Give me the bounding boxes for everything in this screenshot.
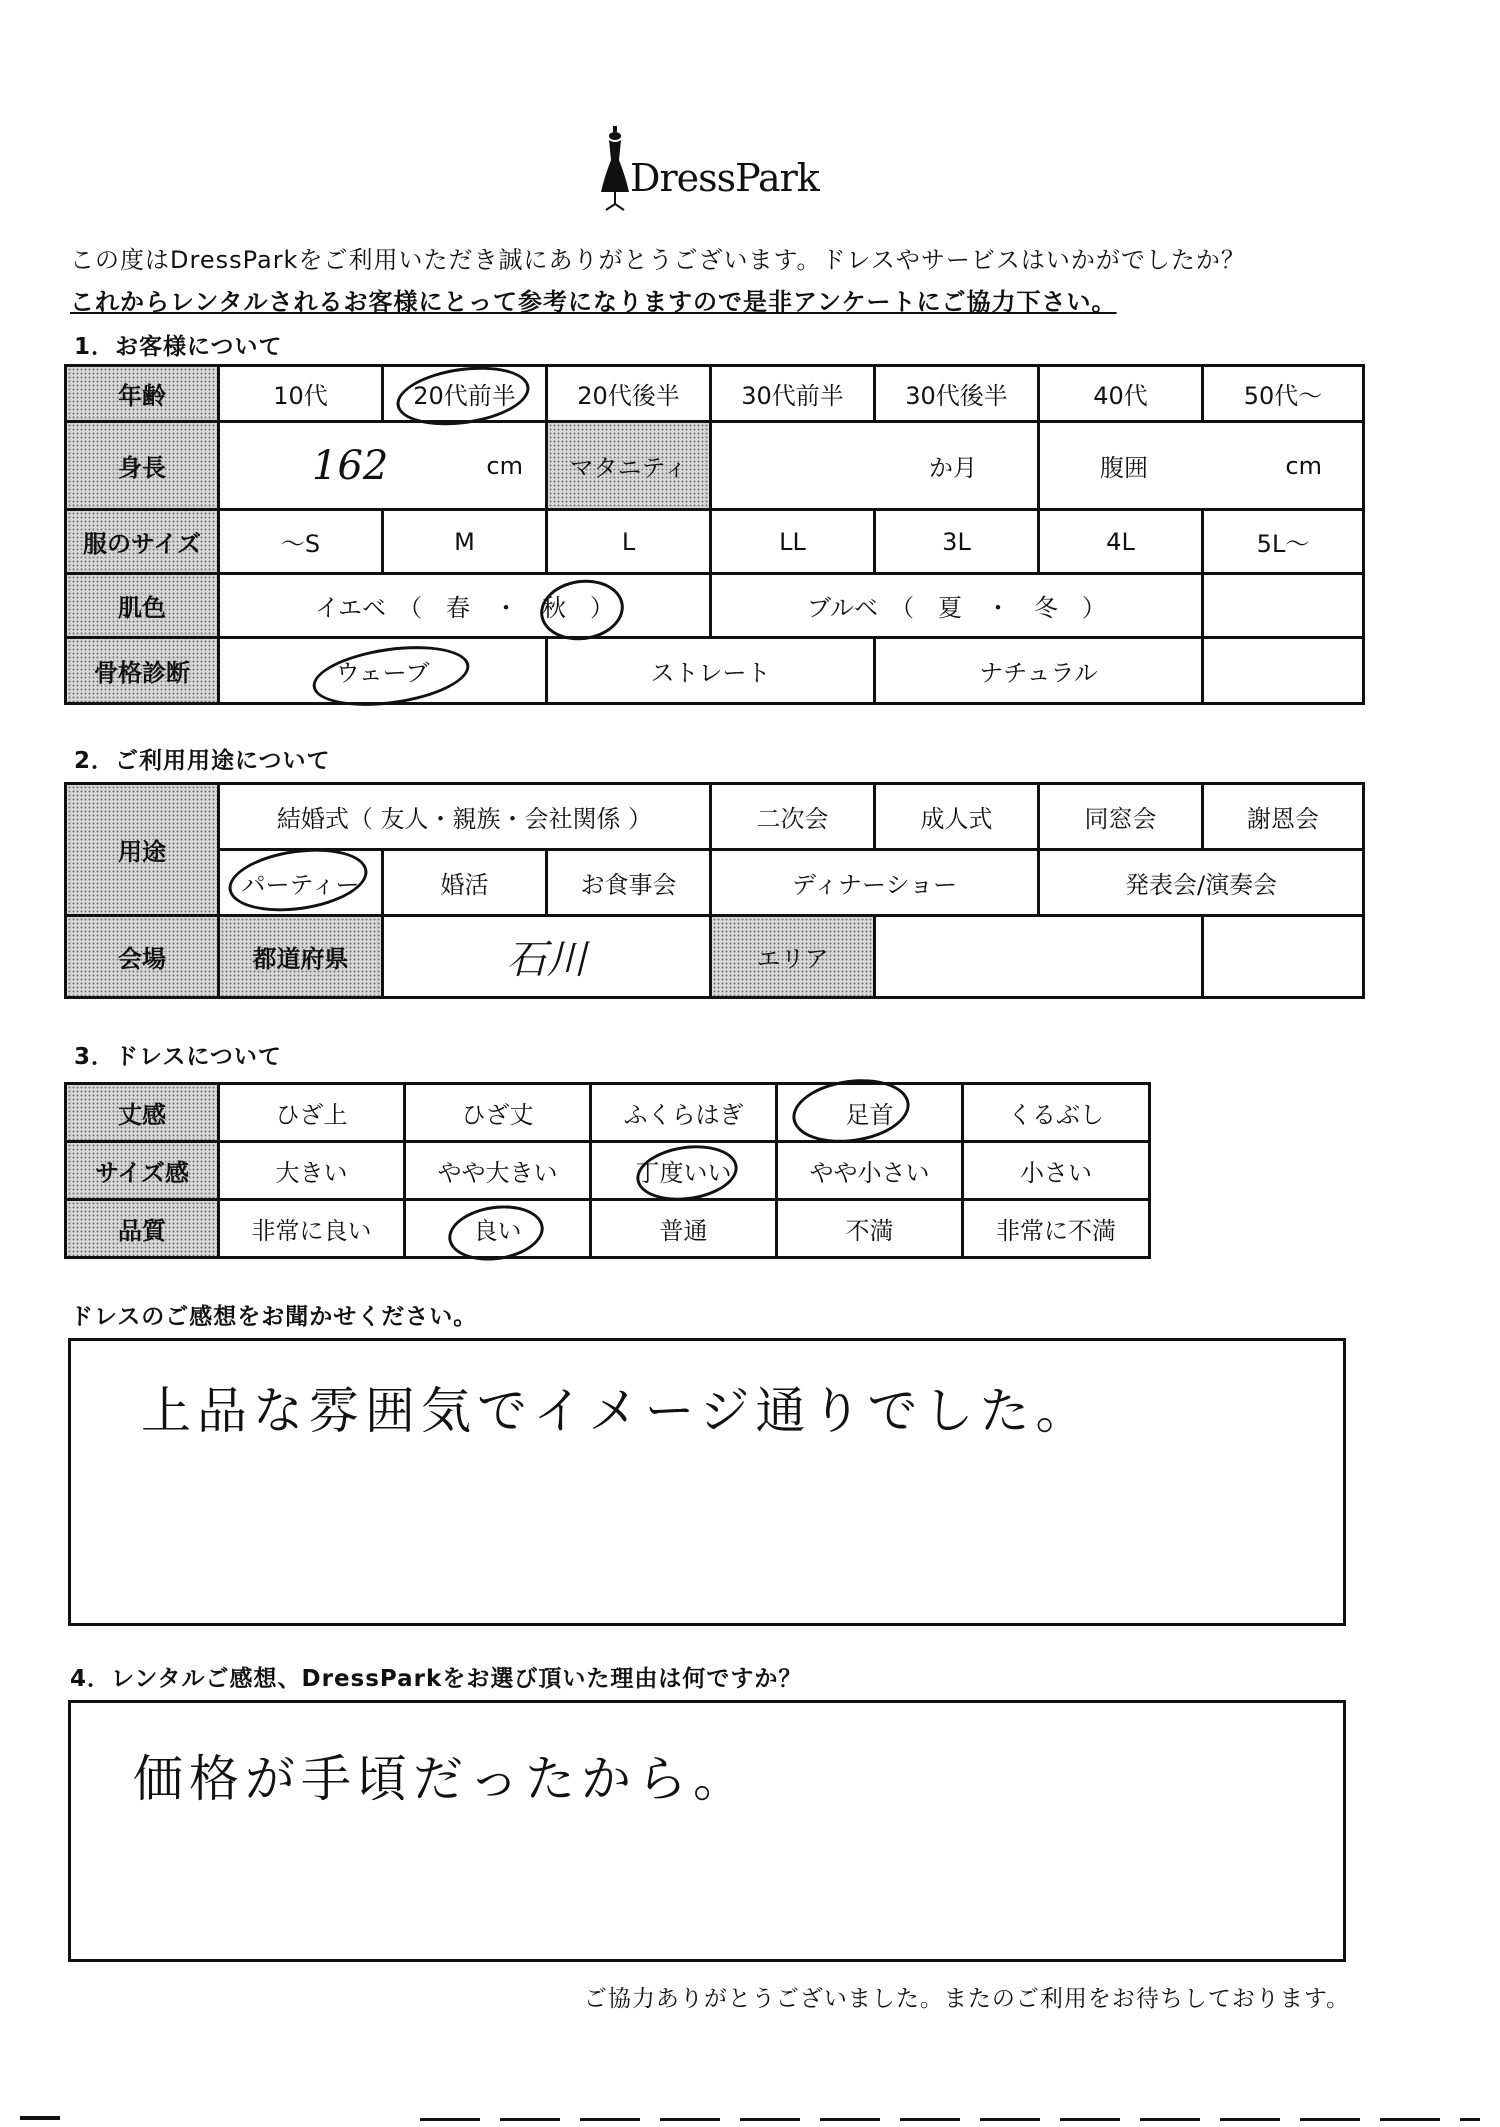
quality-option[interactable]: 非常に良い <box>219 1200 405 1258</box>
length-option[interactable]: ひざ丈 <box>405 1084 591 1142</box>
size-option[interactable]: M <box>383 510 547 574</box>
age-option-selected[interactable]: 20代前半 <box>383 366 547 422</box>
purpose-option[interactable]: 婚活 <box>383 850 547 916</box>
size-option[interactable]: 4L <box>1039 510 1203 574</box>
intro-text: この度はDressParkをご利用いただき誠にありがとうございます。ドレスやサービスはいかがでしたか？ <box>70 246 1246 274</box>
waist-field[interactable] <box>1039 422 1364 510</box>
age-option[interactable]: 10代 <box>219 366 383 422</box>
size-option[interactable]: 3L <box>875 510 1039 574</box>
maternity-field[interactable] <box>711 422 1039 510</box>
customer-table <box>64 364 1365 705</box>
fit-option-selected[interactable]: 丁度いい <box>591 1142 777 1200</box>
footer-thanks: ご協力ありがとうございました。またのご利用をお待ちしております。 <box>583 1986 1350 2012</box>
maternity-label: マタニティ <box>547 422 711 510</box>
purpose-option[interactable]: 発表会/演奏会 <box>1039 850 1364 916</box>
maternity-unit: か月 <box>929 454 977 482</box>
length-option[interactable]: くるぶし <box>963 1084 1150 1142</box>
purpose-option[interactable]: 二次会 <box>711 784 875 850</box>
dress-table <box>64 1082 1151 1259</box>
impression-answer: 上品な雰囲気でイメージ通りでした。 <box>141 1382 1092 1440</box>
age-option[interactable]: 50代～ <box>1203 366 1364 422</box>
length-label: 丈感 <box>66 1084 219 1142</box>
area-value[interactable] <box>875 916 1203 998</box>
height-value: 162 <box>312 442 389 489</box>
prefecture-label: 都道府県 <box>219 916 383 998</box>
fit-option[interactable]: 大きい <box>219 1142 405 1200</box>
quality-option[interactable]: 普通 <box>591 1200 777 1258</box>
skin-blue-base[interactable]: ブルベ （ 夏 ・ 冬 ） <box>711 574 1203 638</box>
dress-mannequin-icon <box>598 126 632 216</box>
reason-answer: 価格が手頃だったから。 <box>133 1750 749 1808</box>
body-type-label: 骨格診断 <box>66 638 219 704</box>
logo <box>598 126 818 216</box>
section1-title: 1．お客様について <box>74 334 283 360</box>
body-type-option[interactable]: ストレート <box>547 638 875 704</box>
scan-mark <box>20 2116 60 2120</box>
section4-title: 4．レンタルご感想、DressParkをお選び頂いた理由は何ですか？ <box>70 1666 803 1692</box>
purpose-option[interactable]: 同窓会 <box>1039 784 1203 850</box>
brand-name: DressPark <box>630 156 819 200</box>
age-option[interactable]: 30代前半 <box>711 366 875 422</box>
impression-title: ドレスのご感想をお聞かせください。 <box>70 1304 478 1330</box>
skin-yellow-base[interactable]: イエベ （ 春 ・ 秋 ） <box>219 574 711 638</box>
fit-option[interactable]: やや大きい <box>405 1142 591 1200</box>
purpose-table <box>64 782 1365 999</box>
age-label: 年齢 <box>66 366 219 422</box>
purpose-option[interactable]: 謝恩会 <box>1203 784 1364 850</box>
section2-title: 2．ご利用用途について <box>74 748 331 774</box>
fit-option[interactable]: やや小さい <box>777 1142 963 1200</box>
area-label: エリア <box>711 916 875 998</box>
age-option[interactable]: 40代 <box>1039 366 1203 422</box>
size-option[interactable]: L <box>547 510 711 574</box>
waist-label: 腹囲 <box>1100 454 1148 482</box>
quality-label: 品質 <box>66 1200 219 1258</box>
impression-answer-box[interactable] <box>68 1338 1346 1626</box>
purpose-option-selected[interactable]: パーティー <box>219 850 383 916</box>
body-type-option[interactable]: ナチュラル <box>875 638 1203 704</box>
waist-unit: cm <box>1285 451 1322 480</box>
fit-option[interactable]: 小さい <box>963 1142 1150 1200</box>
quality-option[interactable]: 非常に不満 <box>963 1200 1150 1258</box>
size-option[interactable]: ～S <box>219 510 383 574</box>
body-type-option-selected[interactable]: ウェーブ <box>219 638 547 704</box>
prefecture-value[interactable]: 石川 <box>383 916 711 998</box>
age-option[interactable]: 30代後半 <box>875 366 1039 422</box>
height-label: 身長 <box>66 422 219 510</box>
quality-option[interactable]: 不満 <box>777 1200 963 1258</box>
purpose-option[interactable]: お食事会 <box>547 850 711 916</box>
section3-title: 3．ドレスについて <box>74 1044 282 1070</box>
length-option-selected[interactable]: 足首 <box>777 1084 963 1142</box>
intro-request: これからレンタルされるお客様にとって参考になりますので是非アンケートにご協力下さい。 <box>70 288 1117 316</box>
length-option[interactable]: ふくらはぎ <box>591 1084 777 1142</box>
scan-mark <box>420 2118 1480 2121</box>
height-unit: cm <box>486 451 523 480</box>
height-field[interactable] <box>219 422 547 510</box>
size-option[interactable]: 5L～ <box>1203 510 1364 574</box>
size-label: 服のサイズ <box>66 510 219 574</box>
length-option[interactable]: ひざ上 <box>219 1084 405 1142</box>
fit-label: サイズ感 <box>66 1142 219 1200</box>
purpose-label: 用途 <box>66 784 219 916</box>
age-option[interactable]: 20代後半 <box>547 366 711 422</box>
skin-label: 肌色 <box>66 574 219 638</box>
reason-answer-box[interactable] <box>68 1700 1346 1962</box>
purpose-option[interactable]: ディナーショー <box>711 850 1039 916</box>
purpose-option[interactable]: 結婚式（ 友人・親族・会社関係 ） <box>219 784 711 850</box>
size-option[interactable]: LL <box>711 510 875 574</box>
purpose-option[interactable]: 成人式 <box>875 784 1039 850</box>
venue-label: 会場 <box>66 916 219 998</box>
quality-option-selected[interactable]: 良い <box>405 1200 591 1258</box>
